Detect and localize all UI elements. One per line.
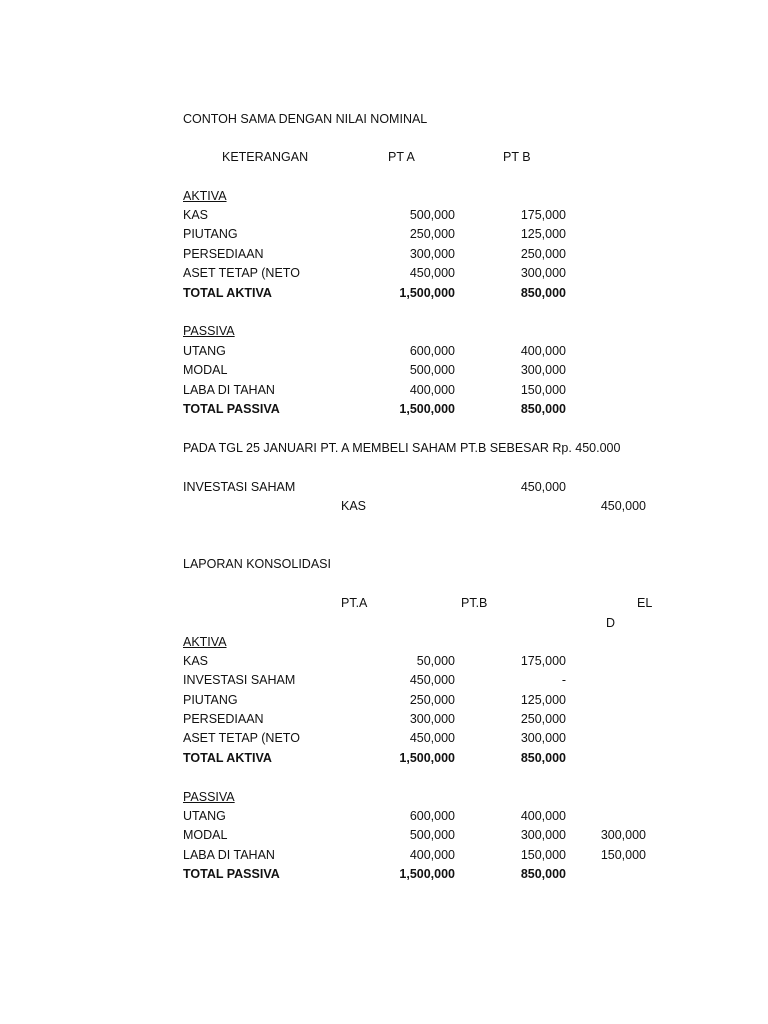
row-value-b: 150,000	[520, 848, 566, 862]
row-value-b: 300,000	[520, 731, 566, 745]
row-value-b: 125,000	[520, 693, 566, 707]
row-value-b: 400,000	[520, 344, 566, 358]
total-passiva-b: 850,000	[520, 402, 566, 416]
aktiva-title: AKTIVA	[183, 635, 227, 649]
transaction-note: PADA TGL 25 JANUARI PT. A MEMBELI SAHAM PT.B SEBESAR Rp. 450.000	[183, 441, 621, 455]
row-value-a: 600,000	[409, 344, 455, 358]
row-value-b: 175,000	[520, 208, 566, 222]
row-label: LABA DI TAHAN	[183, 383, 275, 397]
total-passiva-a: 1,500,000	[399, 867, 455, 881]
row-label: MODAL	[183, 828, 228, 842]
row-value-a: 250,000	[409, 693, 455, 707]
row-value-a: 600,000	[409, 809, 455, 823]
col-header-el: EL	[637, 596, 653, 610]
col-header-pt-a: PT.A	[341, 596, 368, 610]
row-value-a: 50,000	[416, 654, 455, 668]
row-label: ASET TETAP (NETO	[183, 731, 300, 745]
row-label: LABA DI TAHAN	[183, 848, 275, 862]
row-label: PIUTANG	[183, 227, 238, 241]
row-value-b: 250,000	[520, 247, 566, 261]
journal-debit-value: 450,000	[520, 480, 566, 494]
total-passiva-label: TOTAL PASSIVA	[183, 402, 280, 416]
row-value-b: 300,000	[520, 363, 566, 377]
row-value-b: 125,000	[520, 227, 566, 241]
journal-credit-label: KAS	[341, 499, 367, 513]
row-value-a: 250,000	[409, 227, 455, 241]
row-value-b: 400,000	[520, 809, 566, 823]
passiva-title: PASSIVA	[183, 324, 235, 338]
total-passiva-a: 1,500,000	[399, 402, 455, 416]
total-aktiva-a: 1,500,000	[399, 751, 455, 765]
row-value-b: 150,000	[520, 383, 566, 397]
doc-title: CONTOH SAMA DENGAN NILAI NOMINAL	[183, 112, 428, 126]
col-header-d: D	[606, 616, 616, 630]
passiva-title: PASSIVA	[183, 790, 235, 804]
total-aktiva-b: 850,000	[520, 286, 566, 300]
journal-credit-value: 450,000	[600, 499, 646, 513]
header-pt-a: PT A	[388, 150, 415, 164]
row-value-a: 450,000	[409, 266, 455, 280]
row-label: INVESTASI SAHAM	[183, 673, 296, 687]
row-value-a: 300,000	[409, 247, 455, 261]
row-label: PIUTANG	[183, 693, 238, 707]
total-aktiva-a: 1,500,000	[399, 286, 455, 300]
row-label: ASET TETAP (NETO	[183, 266, 300, 280]
row-value-b: 250,000	[520, 712, 566, 726]
row-value-a: 300,000	[409, 712, 455, 726]
header-keterangan: KETERANGAN	[222, 150, 309, 164]
row-value-a: 400,000	[409, 383, 455, 397]
row-value-el: 300,000	[600, 828, 646, 842]
consolidation-title: LAPORAN KONSOLIDASI	[183, 557, 331, 571]
row-value-el: 150,000	[600, 848, 646, 862]
row-value-a: 500,000	[409, 828, 455, 842]
row-label: KAS	[183, 654, 209, 668]
total-aktiva-label: TOTAL AKTIVA	[183, 751, 272, 765]
total-aktiva-b: 850,000	[520, 751, 566, 765]
aktiva-title: AKTIVA	[183, 189, 227, 203]
row-value-a: 450,000	[409, 673, 455, 687]
row-value-a: 450,000	[409, 731, 455, 745]
total-passiva-label: TOTAL PASSIVA	[183, 867, 280, 881]
row-value-b: 175,000	[520, 654, 566, 668]
row-value-b: 300,000	[520, 266, 566, 280]
row-value-b: -	[561, 673, 566, 687]
row-label: PERSEDIAAN	[183, 247, 264, 261]
total-aktiva-label: TOTAL AKTIVA	[183, 286, 272, 300]
row-label: KAS	[183, 208, 209, 222]
total-passiva-b: 850,000	[520, 867, 566, 881]
row-label: UTANG	[183, 809, 226, 823]
row-value-a: 400,000	[409, 848, 455, 862]
col-header-pt-b: PT.B	[461, 596, 488, 610]
journal-debit-label: INVESTASI SAHAM	[183, 480, 296, 494]
row-value-b: 300,000	[520, 828, 566, 842]
header-pt-b: PT B	[503, 150, 531, 164]
row-value-a: 500,000	[409, 363, 455, 377]
row-label: PERSEDIAAN	[183, 712, 264, 726]
row-label: UTANG	[183, 344, 226, 358]
row-label: MODAL	[183, 363, 228, 377]
row-value-a: 500,000	[409, 208, 455, 222]
